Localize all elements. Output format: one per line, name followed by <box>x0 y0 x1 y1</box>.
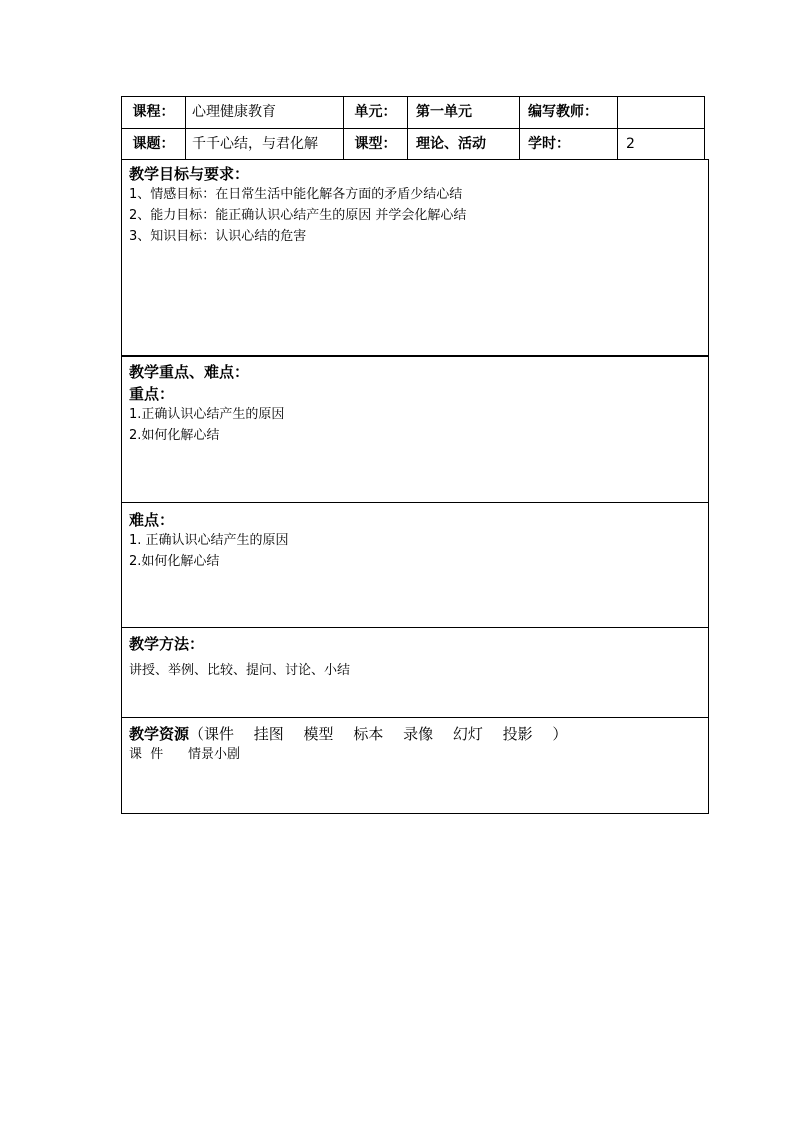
course-value: 心理健康教育 <box>186 97 344 128</box>
topic-value: 千千心结，与君化解 <box>186 129 344 160</box>
key-points-section <box>121 355 709 503</box>
header-row-2 <box>122 129 704 160</box>
unit-label: 单元： <box>344 97 408 128</box>
difficult-points-section <box>121 502 709 628</box>
goal-item: 3、知识目标：认识心结的危害 <box>129 229 307 244</box>
key-point-item: 2.如何化解心结 <box>129 428 220 443</box>
methods-text: 讲授、举例、比较、提问、讨论、小结 <box>129 663 351 678</box>
header-row-1 <box>122 97 704 129</box>
resources-text: 课 件 情景小剧 <box>129 747 241 762</box>
methods-section <box>121 627 709 718</box>
course-label: 课程： <box>122 97 186 128</box>
hours-label: 学时： <box>520 129 618 160</box>
difficult-points-heading: 难点： <box>129 511 175 529</box>
goal-item: 2、能力目标：能正确认识心结产生的原因 并学会化解心结 <box>129 208 467 223</box>
teacher-label: 编写教师： <box>520 97 618 128</box>
difficult-point-item: 2.如何化解心结 <box>129 554 220 569</box>
header-table <box>121 96 705 160</box>
resources-heading-line <box>129 724 708 744</box>
topic-label: 课题： <box>122 129 186 160</box>
type-value: 理论、活动 <box>408 129 520 160</box>
unit-value: 第一单元 <box>408 97 520 128</box>
difficult-point-item: 1. 正确认识心结产生的原因 <box>129 533 289 548</box>
methods-heading: 教学方法： <box>129 635 205 653</box>
goals-heading: 教学目标与要求： <box>129 165 250 183</box>
key-points-heading: 教学重点、难点： <box>129 363 250 381</box>
resources-options: （课件 挂图 模型 标本 录像 幻灯 投影 ） <box>189 725 568 743</box>
resources-heading: 教学资源 <box>129 725 190 743</box>
key-points-subheading: 重点： <box>129 385 175 403</box>
teacher-value <box>618 97 704 128</box>
type-label: 课型： <box>344 129 408 160</box>
hours-value: 2 <box>626 136 635 152</box>
key-point-item: 1.正确认识心结产生的原因 <box>129 407 285 422</box>
goal-item: 1、情感目标：在日常生活中能化解各方面的矛盾少结心结 <box>129 187 463 202</box>
goals-section <box>121 159 709 357</box>
resources-section <box>121 717 709 814</box>
